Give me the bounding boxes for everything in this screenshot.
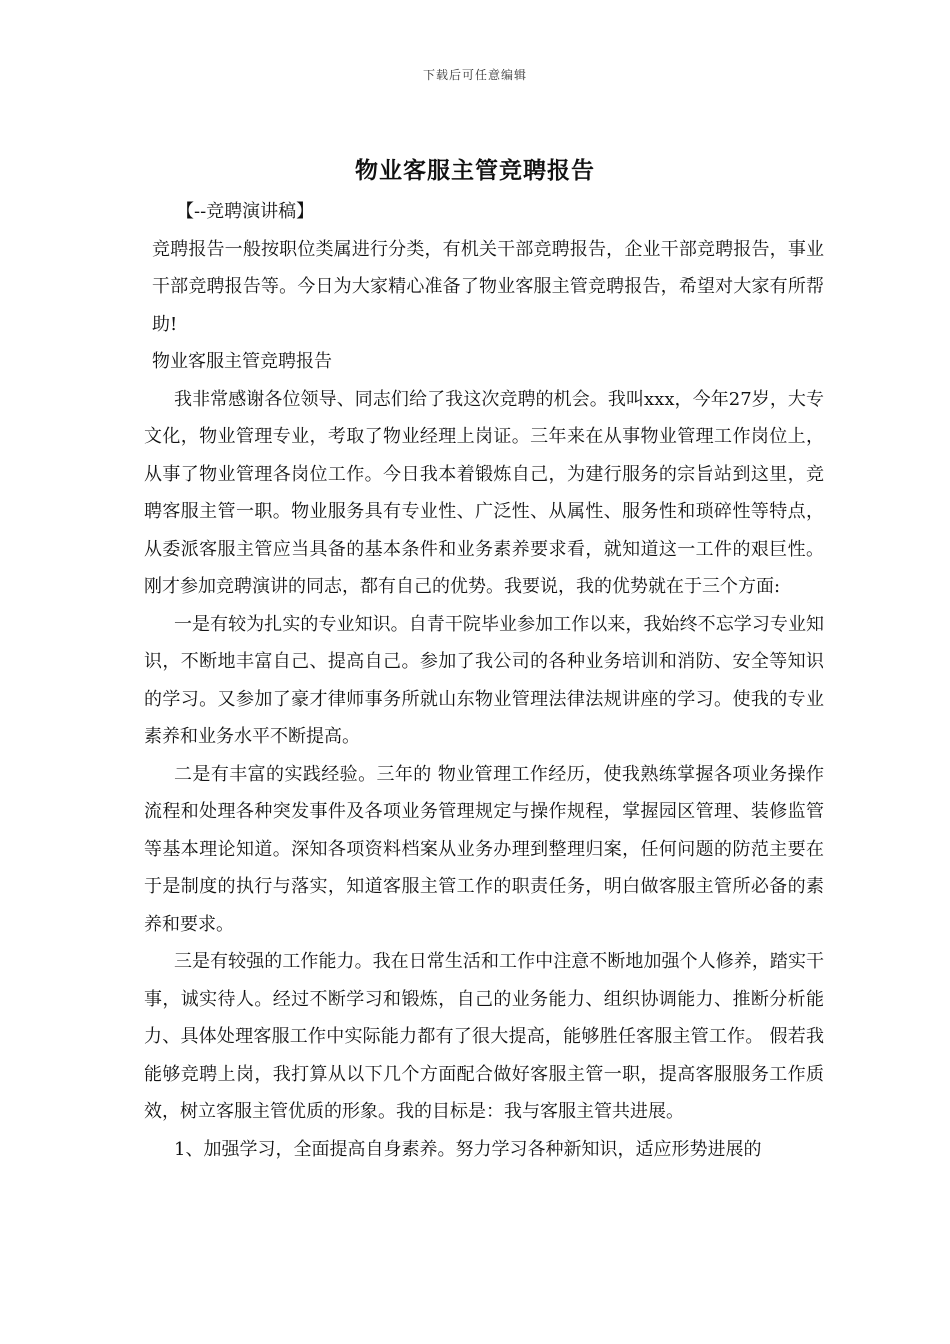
document-body bbox=[144, 193, 824, 1168]
intro-paragraph: 竞聘报告一般按职位类属进行分类，有机关干部竞聘报告，企业干部竞聘报告，事业干部竞聘报告等。今日为大家精心准备了物业客服主管竞聘报告，希望对大家有所帮助! bbox=[152, 238, 824, 335]
body-paragraph-4: 三是有较强的工作能力。我在日常生活和工作中注意不断地加强个人修养，踏实干事，诚实待人。经过不断学习和锻炼，自己的业务能力、组织协调能力、推断分析能力、具体处理客服工作中实际能力都有了很大提高，能够胜任客服主管工作。 假若我能够竞聘上岗，我打算从以下几个方面配合做好客服主管一职，提高客服服务工作质效，树立客服主管优质的形象。我的目标是：我与客服主管共进展。 bbox=[144, 951, 824, 1122]
body-paragraph-2: 一是有较为扎实的专业知识。自青干院毕业参加工作以来，我始终不忘学习专业知识，不断地丰富自己、提高自己。参加了我公司的各种业务培训和消防、安全等知识的学习。又参加了豪才律师事务所就山东物业管理法律法规讲座的学习。使我的专业素养和业务水平不断提高。 bbox=[144, 613, 824, 747]
category-tag: 【--竞聘演讲稿】 bbox=[176, 201, 315, 222]
document-title: 物业客服主管竞聘报告 bbox=[355, 157, 595, 184]
section-subtitle: 物业客服主管竞聘报告 bbox=[152, 351, 332, 372]
page-header-note: 下载后可任意编辑 bbox=[422, 68, 527, 82]
body-paragraph-1: 我非常感谢各位领导、同志们给了我这次竞聘的机会。我叫xxx，今年27岁，大专文化，物业管理专业，考取了物业经理上岗证。三年来在从事物业管理工作岗位上，从事了物业管理各岗位工作。今日我本着锻炼自己，为建行服务的宗旨站到这里，竞聘客服主管一职。物业服务具有专业性、广泛性、从属性、服务性和琐碎性等特点，从委派客服主管应当具备的基本条件和业务素养要求看，就知道这一工件的艰巨性。刚才参加竞聘演讲的同志，都有自己的优势。我要说，我的优势就在于三个方面: bbox=[144, 388, 824, 597]
body-paragraph-5: 1、加强学习，全面提高自身素养。努力学习各种新知识，适应形势进展的 bbox=[174, 1138, 762, 1160]
body-paragraph-3: 二是有丰富的实践经验。三年的 物业管理工作经历，使我熟练掌握各项业务操作流程和处理各种突发事件及各项业务管理规定与操作规程，掌握园区管理、装修监管等基本理论知道。深知各项资料档案从业务办理到整理归案，任何问题的防范主要在于是制度的执行与落实，知道客服主管工作的职责任务，明白做客服主管所必备的素养和要求。 bbox=[144, 763, 824, 935]
